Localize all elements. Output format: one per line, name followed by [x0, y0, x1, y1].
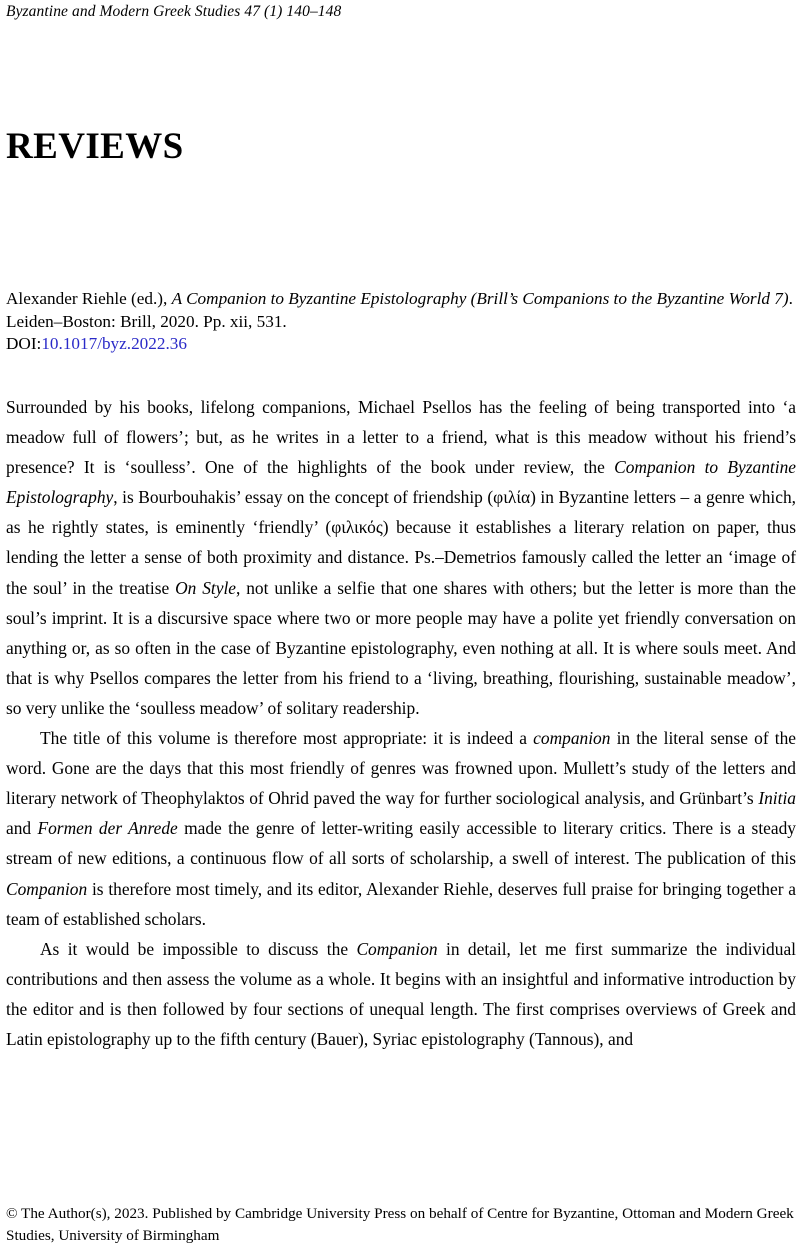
- p1-italic-companion: Companion to Byzantine Epistolography: [6, 457, 796, 508]
- paragraph-3: [6, 934, 796, 1054]
- copyright-footer: © The Author(s), 2023. Published by Cambridge University Press on behalf of Centre for Byzantine, Ottoman and Modern Greek Studies, University of Birmingham: [6, 1205, 794, 1244]
- p1-text-3: , not unlike a selfie that one shares with others; but the letter is more than the soul’s imprint. It is a discursive space where two or more people may have a polite yet friendly conversation on anything or, as so often in the case of Byzantine epistolography, even nothing at all. It is where souls meet. And that is why Psellos compares the letter from his friend to a ‘living, breathing, flourishing, sustainable meadow’, so very unlike the ‘soulless meadow’ of solitary readership.: [6, 577, 796, 718]
- p2-italic-companion: Companion: [6, 878, 88, 899]
- p2-italic-initia: Initia: [758, 788, 796, 809]
- page-title: REVIEWS: [6, 125, 184, 167]
- citation-reference: [6, 288, 796, 333]
- p2-text-2: in the literal sense of the word. Gone are the days that this most friendly of genres was frowned upon. Mullett’s study of the letters and literary network of Theophylaktos of Ohrid paved the way for further sociological analysis, and Grünbart’s: [6, 728, 796, 809]
- citation-title: A Companion to Byzantine Epistolography (Brill’s Companions to the Byzantine World 7): [171, 289, 789, 308]
- review-body: [6, 392, 796, 1054]
- p2-text-1: The title of this volume is therefore most appropriate: it is indeed a: [40, 728, 534, 749]
- doi-line: [6, 333, 796, 356]
- p1-text-2: , is Bourbouhakis’ essay on the concept of friendship (φιλία) in Byzantine letters – a genre which, as he rightly states, is eminently ‘friendly’ (φιλικός) because it establishes a literary relation on paper, thus lending the letter a sense of both proximity and distance. Ps.–Demetrios famously called the letter an ‘image of the soul’ in the treatise: [6, 487, 796, 598]
- paragraph-2: [6, 723, 796, 934]
- paragraph-1: [6, 392, 796, 723]
- book-citation: [6, 288, 796, 356]
- citation-editor: Alexander Riehle (ed.),: [6, 289, 172, 308]
- p3-text-2: in detail, let me first summarize the individual contributions and then assess the volume as a whole. It begins with an insightful and informative introduction by the editor and is then followed by four sections of unequal length. The first comprises overviews of Greek and Latin epistolography up to the fifth century (Bauer), Syriac epistolography (Tannous), and: [6, 938, 796, 1049]
- p3-italic-companion: Companion: [356, 938, 438, 959]
- p1-italic-on-style: On Style: [175, 577, 237, 598]
- doi-label: DOI:: [6, 334, 42, 353]
- p2-text-3: and: [6, 818, 38, 839]
- p3-text-1: As it would be impossible to discuss the: [40, 938, 357, 959]
- citation-imprint: . Leiden–Boston: Brill, 2020. Pp. xii, 531.: [6, 289, 793, 331]
- p2-italic-formen-der-anrede: Formen der Anrede: [37, 818, 178, 839]
- p2-text-4: made the genre of letter-writing easily accessible to literary critics. There is a steady stream of new editions, a continuous flow of all sorts of scholarship, a swell of interest. The publication of this: [6, 818, 796, 869]
- p2-text-5: is therefore most timely, and its editor, Alexander Riehle, deserves full praise for bringing together a team of established scholars.: [6, 878, 796, 929]
- running-head: Byzantine and Modern Greek Studies 47 (1) 140–148: [6, 3, 342, 20]
- p1-text-1: Surrounded by his books, lifelong companions, Michael Psellos has the feeling of being transported into ‘a meadow full of flowers’; but, as he writes in a letter to a friend, what is this meadow without his friend’s presence? It is ‘soulless’. One of the highlights of the book under review, the: [6, 397, 796, 478]
- doi-link[interactable]: 10.1017/byz.2022.36: [41, 334, 187, 353]
- p2-italic-companion-word: companion: [533, 728, 611, 749]
